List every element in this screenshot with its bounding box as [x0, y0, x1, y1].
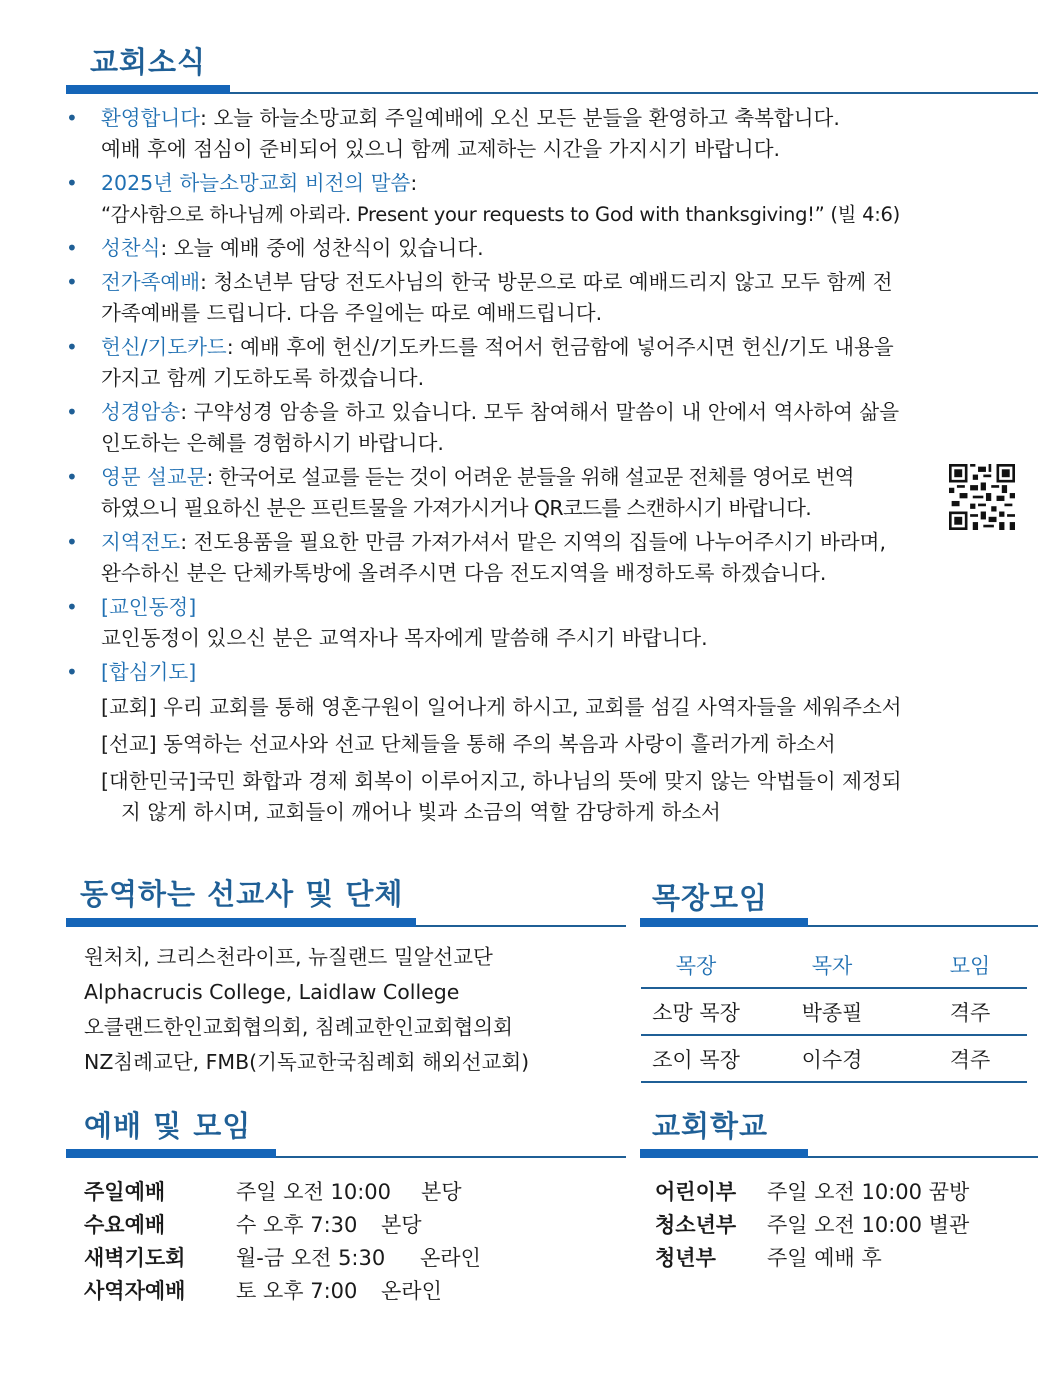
bullet-icon: • — [66, 270, 78, 294]
bullet-icon: • — [66, 530, 78, 554]
prayer-line-church: [교회] 우리 교회를 통해 영혼구원이 일어나게 하시고, 교회를 섬길 사역자들을 세워주소서 — [101, 695, 902, 719]
department-name: 어린이부 — [655, 1180, 737, 1204]
column-header-meeting: 모임 — [949, 954, 991, 978]
table-row — [641, 988, 1027, 1035]
service-place: 본당 — [381, 1213, 422, 1237]
cell-title-accent-bar — [640, 918, 808, 927]
bullet-icon: • — [66, 335, 78, 359]
service-place: 온라인 — [420, 1246, 481, 1270]
news-item-family-worship — [66, 267, 1016, 329]
schedule-row — [655, 1209, 969, 1242]
bullet-icon: • — [66, 236, 78, 260]
news-item-evangelism — [66, 527, 1016, 589]
news-item-text: : 예배 후에 헌신/기도카드를 적어서 헌금함에 넣어주시면 헌신/기도 내용을 — [226, 335, 894, 359]
school-section-title: 교회학교 — [652, 1109, 769, 1143]
service-name: 주일예배 — [84, 1180, 166, 1204]
news-item-title: [교인동정] — [101, 595, 197, 619]
news-item-text: : — [410, 171, 418, 195]
service-name: 수요예배 — [84, 1213, 166, 1237]
news-item-text: : 청소년부 담당 전도사님의 한국 방문으로 따로 예배드리지 않고 모두 함께 전 — [200, 270, 893, 294]
news-item-text: : 전도용품을 필요한 만큼 가져가셔서 맡은 지역의 집들에 나누어주시기 바라며, — [180, 530, 886, 554]
news-item-text-cont: 하였으니 필요하신 분은 프린트물을 가져가시거나 QR코드를 스캔하시기 바랍니다. — [101, 496, 812, 520]
schedule-row — [84, 1242, 481, 1275]
news-item-text: : 오늘 예배 중에 성찬식이 있습니다. — [160, 236, 484, 260]
department-detail: 주일 예배 후 — [767, 1246, 882, 1270]
missions-item: 오클랜드한인교회협의회, 침례교한인교회협의회 — [84, 1015, 513, 1039]
news-item-title: 성찬식 — [101, 236, 161, 260]
news-item-title: 환영합니다 — [101, 106, 201, 130]
worship-schedule — [84, 1176, 481, 1308]
school-schedule — [655, 1176, 969, 1275]
prayer-line-nation: [대한민국]국민 화합과 경제 회복이 이루어지고, 하나님의 뜻에 맞지 않는 악법들이 제정되 — [101, 769, 902, 793]
news-item-title: 지역전도 — [101, 530, 181, 554]
meeting-frequency: 격주 — [913, 1035, 1027, 1082]
cell-name: 조이 목장 — [641, 1035, 751, 1082]
news-section-title: 교회소식 — [90, 45, 207, 79]
missions-title-accent-bar — [66, 918, 416, 927]
service-time: 주일 오전 10:00 — [236, 1180, 392, 1204]
bullet-icon: • — [66, 595, 78, 619]
qr-code-icon[interactable] — [949, 464, 1015, 530]
schedule-row — [84, 1209, 481, 1242]
news-item-text-cont: “감사함으로 하나님께 아뢰라. Present your requests to God with thanksgiving!” (빌 4:6) — [101, 203, 900, 226]
school-title-accent-bar — [640, 1149, 808, 1158]
schedule-row — [655, 1242, 969, 1275]
worship-section-title: 예배 및 모임 — [84, 1109, 252, 1143]
missions-list — [84, 940, 529, 1080]
news-item-title: 영문 설교문 — [101, 465, 207, 489]
news-item-text-cont: 가지고 함께 기도하도록 하겠습니다. — [101, 366, 425, 390]
news-item-prayer — [66, 657, 1016, 828]
news-item-title: 성경암송 — [101, 400, 181, 424]
service-name: 사역자예배 — [84, 1279, 186, 1303]
service-time: 월-금 오전 5:30 — [236, 1246, 386, 1270]
news-list — [66, 103, 1016, 831]
news-item-vision — [66, 168, 1016, 230]
leader-name: 이수경 — [751, 1035, 913, 1082]
service-name: 새벽기도회 — [84, 1246, 186, 1270]
schedule-row — [84, 1176, 481, 1209]
service-time: 토 오후 7:00 — [236, 1279, 358, 1303]
schedule-row — [84, 1275, 481, 1308]
news-item-prayer-card — [66, 332, 1016, 394]
news-item-member-news — [66, 592, 1016, 654]
prayer-line-nation-cont: 지 않게 하시며, 교회들이 깨어나 빛과 소금의 역할 감당하게 하소서 — [121, 800, 721, 824]
news-item-text-cont: 인도하는 은혜를 경험하시기 바랍니다. — [101, 431, 444, 455]
service-place: 온라인 — [381, 1279, 442, 1303]
bullet-icon: • — [66, 171, 78, 195]
schedule-row — [655, 1176, 969, 1209]
department-name: 청년부 — [655, 1246, 716, 1270]
news-item-english-sermon — [66, 462, 1016, 524]
news-item-text-cont: 가족예배를 드립니다. 다음 주일에는 따로 예배드립니다. — [101, 301, 603, 325]
news-item-text-cont: 예배 후에 점심이 준비되어 있으니 함께 교제하는 시간을 가지시기 바랍니다. — [101, 137, 781, 161]
department-name: 청소년부 — [655, 1213, 737, 1237]
news-item-text: : 한국어로 설교를 듣는 것이 어려운 분들을 위해 설교문 전체를 영어로 번역 — [206, 465, 855, 489]
table-row — [641, 1035, 1027, 1082]
missions-item: 원처치, 크리스천라이프, 뉴질랜드 밀알선교단 — [84, 945, 493, 969]
news-item-memorization — [66, 397, 1016, 459]
cell-group-table — [641, 943, 1027, 1083]
prayer-line-mission: [선교] 동역하는 선교사와 선교 단체들을 통해 주의 복음과 사랑이 흘러가게 하소서 — [101, 732, 836, 756]
news-item-welcome — [66, 103, 1016, 165]
service-place: 본당 — [421, 1180, 462, 1204]
service-time: 수 오후 7:30 — [236, 1213, 358, 1237]
meeting-frequency: 격주 — [913, 988, 1027, 1035]
news-item-title: 헌신/기도카드 — [101, 335, 227, 359]
news-item-text: : 구약성경 암송을 하고 있습니다. 모두 참여해서 말씀이 내 안에서 역사하여 삶을 — [180, 400, 900, 424]
bullet-icon: • — [66, 465, 78, 489]
department-detail: 주일 오전 10:00 꿈방 — [767, 1180, 970, 1204]
column-header-leader: 목자 — [811, 954, 853, 978]
news-item-text: : 오늘 하늘소망교회 주일예배에 오신 모든 분들을 환영하고 축복합니다. — [200, 106, 840, 130]
table-header-row — [641, 943, 1027, 988]
bullet-icon: • — [66, 660, 78, 684]
column-header-cell: 목장 — [675, 954, 717, 978]
worship-title-accent-bar — [66, 1149, 276, 1158]
leader-name: 박종필 — [751, 988, 913, 1035]
cell-section-title: 목장모임 — [652, 881, 769, 915]
news-title-accent-bar — [66, 85, 230, 94]
prayer-lines — [101, 692, 1016, 828]
cell-name: 소망 목장 — [641, 988, 751, 1035]
news-item-title: 2025년 하늘소망교회 비전의 말씀 — [101, 171, 411, 195]
news-item-communion — [66, 233, 1016, 264]
missions-item: NZ침례교단, FMB(기독교한국침례회 해외선교회) — [84, 1050, 530, 1074]
missions-item: Alphacrucis College, Laidlaw College — [84, 980, 460, 1004]
news-item-title: 전가족예배 — [101, 270, 201, 294]
news-item-text-cont: 교인동정이 있으신 분은 교역자나 목자에게 말씀해 주시기 바랍니다. — [101, 626, 708, 650]
bullet-icon: • — [66, 400, 78, 424]
news-item-title: [합심기도] — [101, 660, 197, 684]
bullet-icon: • — [66, 106, 78, 130]
news-item-text-cont: 완수하신 분은 단체카톡방에 올려주시면 다음 전도지역을 배정하도록 하겠습니다. — [101, 561, 827, 585]
missions-section-title: 동역하는 선교사 및 단체 — [80, 877, 404, 911]
department-detail: 주일 오전 10:00 별관 — [767, 1213, 970, 1237]
